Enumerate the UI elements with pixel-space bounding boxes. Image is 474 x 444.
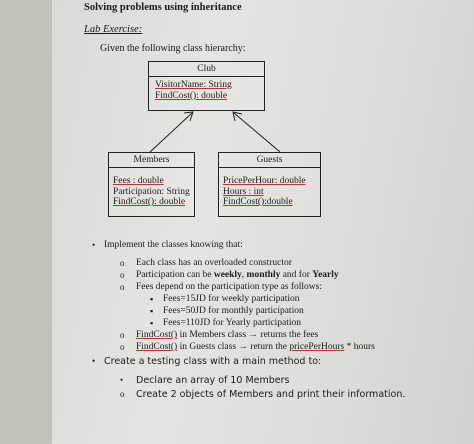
members-method: FindCost(): double: [113, 197, 186, 207]
guests-class-name: Guests: [219, 153, 320, 168]
fee-monthly: Fees=50JD for monthly participation: [163, 306, 304, 316]
circle-bullet-icon: o: [120, 258, 125, 268]
task-sub-guests-findcost: FindCost() in Guests class → return the pricePerHours * hours: [136, 342, 375, 352]
guests-arrow-line: [234, 113, 280, 152]
task-create-testing-class: Create a testing class with a main method to:: [104, 356, 322, 367]
fee-yearly: Fees=110JD for Yearly participation: [163, 318, 301, 328]
fee-weekly: Fees=15JD for weekly participation: [163, 294, 300, 304]
given-text: Given the following class hierarchy:: [100, 43, 246, 54]
circle-bullet-icon: o: [120, 342, 125, 352]
task-sub-constructor: Each class has an overloaded constructor: [136, 258, 292, 268]
circle-bullet-icon: o: [120, 282, 125, 292]
guests-class-box: [218, 152, 321, 217]
bullet-icon: •: [120, 375, 124, 385]
members-class-box: [108, 152, 195, 217]
guests-price-attribute: PricePerHour: double: [223, 176, 306, 186]
task-create-objects: Create 2 objects of Members and print their information.: [136, 389, 406, 400]
task-sub-members-findcost: FindCost() in Members class → returns the fees: [136, 330, 319, 340]
bullet-icon: •: [92, 240, 96, 250]
members-fees-attribute: Fees : double: [113, 176, 164, 186]
task-declare-array: Declare an array of 10 Members: [136, 375, 290, 386]
square-bullet-icon: ▪: [150, 306, 154, 316]
club-method: FindCost(): double: [155, 90, 228, 101]
bullet-icon: •: [92, 356, 96, 366]
members-arrow-line: [150, 113, 192, 152]
task-implement: Implement the classes knowing that:: [104, 240, 243, 250]
circle-bullet-icon: o: [120, 389, 125, 399]
circle-bullet-icon: o: [120, 270, 125, 280]
guests-method: FindCost():double: [223, 197, 293, 207]
guests-hours-attribute: Hours : int: [223, 186, 264, 197]
club-class-box: [148, 61, 265, 111]
members-class-name: Members: [109, 153, 194, 168]
lab-exercise-heading: Lab Exercise:: [84, 24, 143, 35]
square-bullet-icon: ▪: [150, 318, 154, 328]
club-class-name: Club: [149, 62, 264, 77]
circle-bullet-icon: o: [120, 330, 125, 340]
club-attribute: VisitorName: String: [155, 80, 232, 90]
page-title: Solving problems using inheritance: [84, 2, 242, 13]
task-sub-fees: Fees depend on the participation type as follows:: [136, 282, 322, 292]
square-bullet-icon: ▪: [150, 294, 154, 304]
members-participation-attribute: Participation: String: [113, 186, 190, 197]
task-sub-participation: Participation can be weekly, monthly and for Yearly: [136, 270, 339, 280]
